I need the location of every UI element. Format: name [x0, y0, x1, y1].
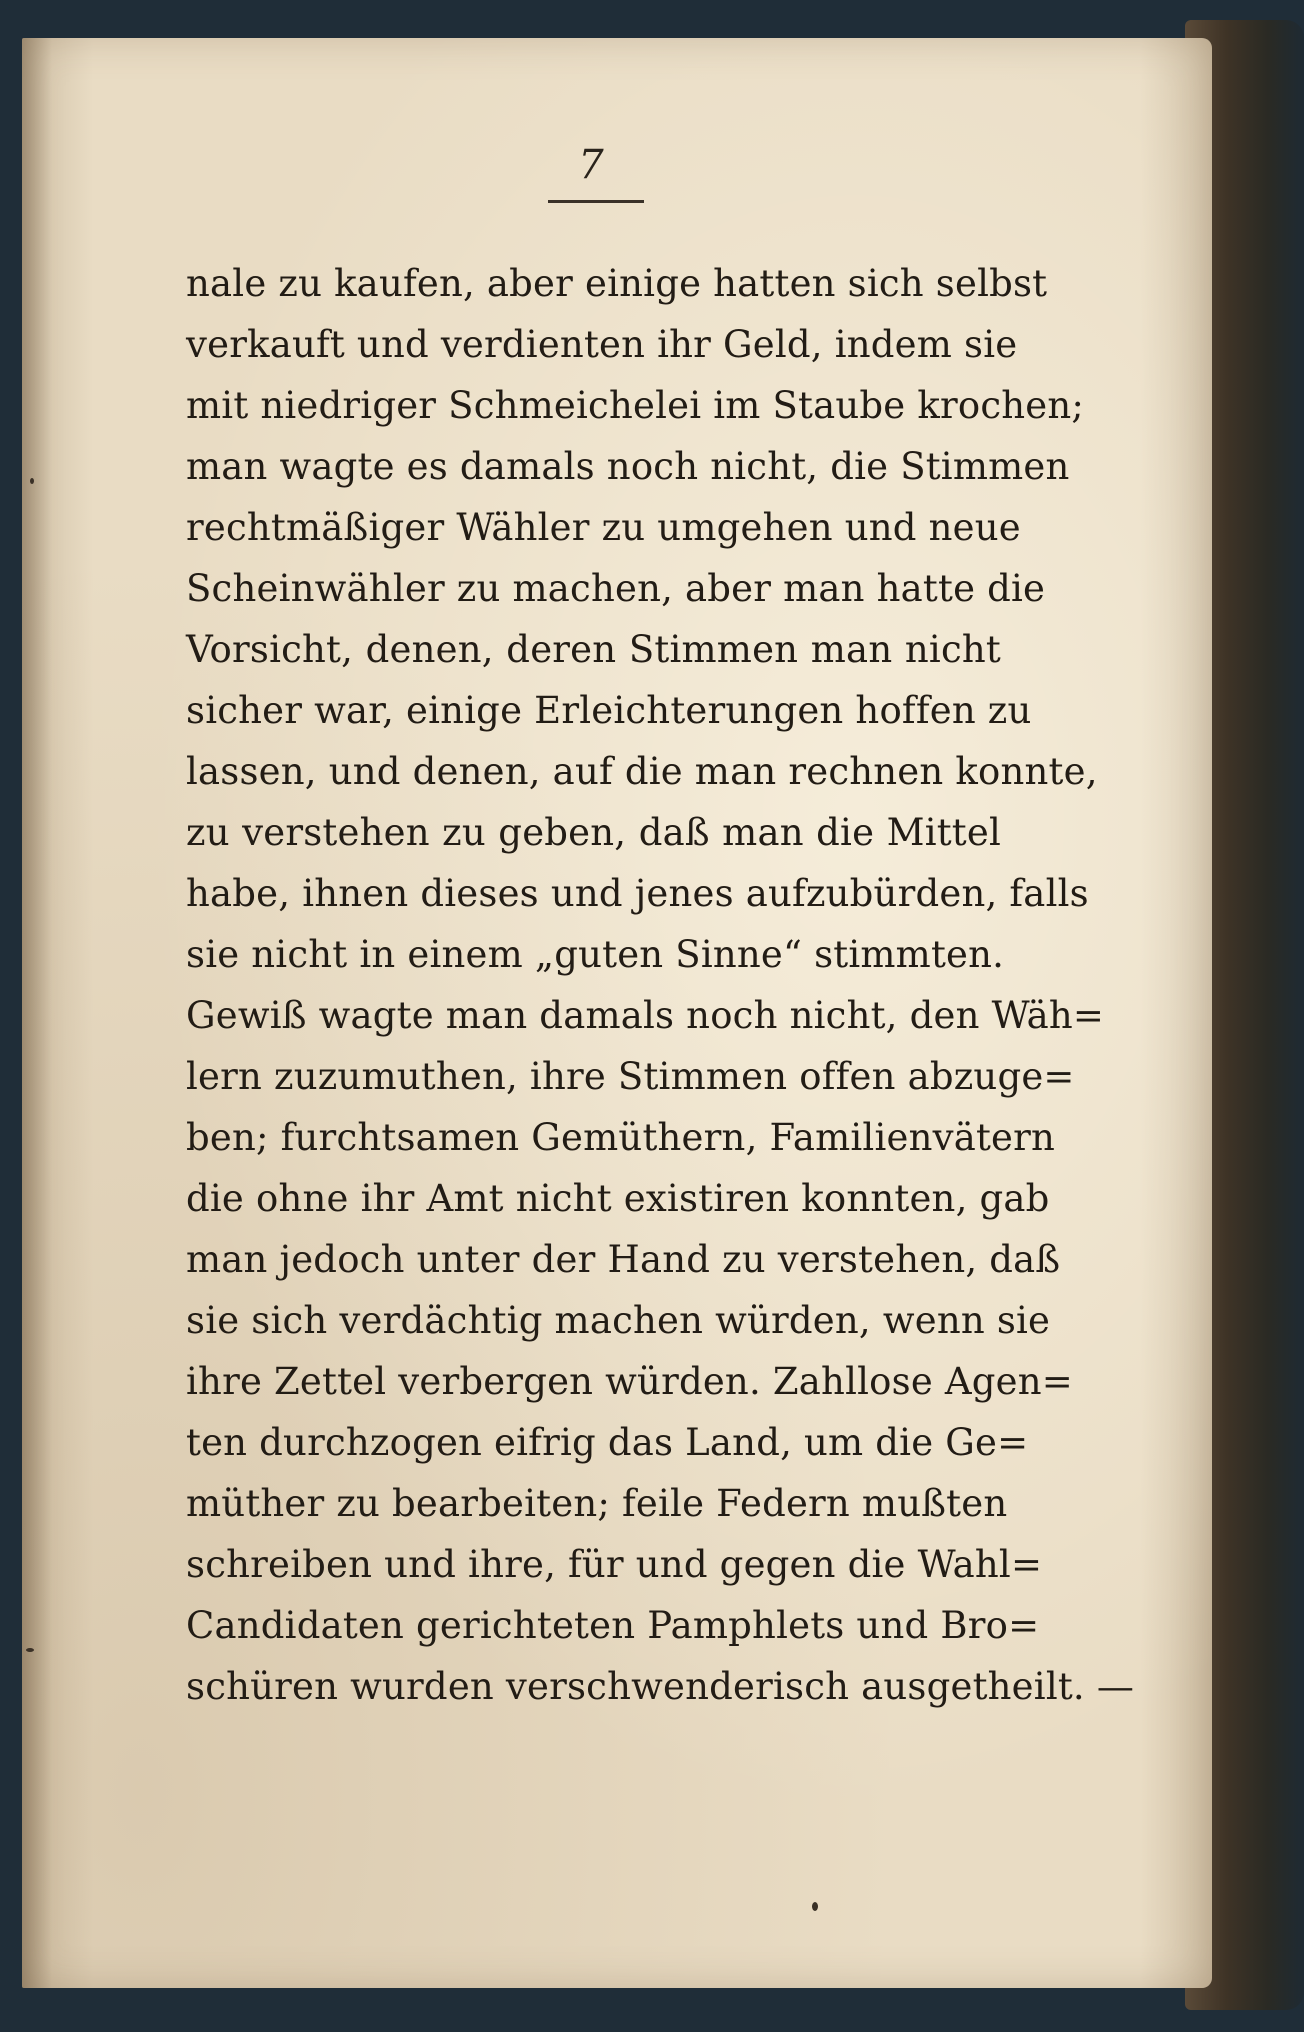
- text-line: schreiben und ihre, für und gegen die Wahl=: [186, 1543, 1043, 1586]
- paper-speck: [26, 1648, 34, 1652]
- text-line: Vorsicht, denen, deren Stimmen man nicht: [186, 628, 1001, 671]
- text-line: Scheinwähler zu machen, aber man hatte die: [186, 567, 1046, 610]
- text-line: man jedoch unter der Hand zu verstehen, daß: [186, 1238, 1061, 1281]
- text-line: Gewiß wagte man damals noch nicht, den Wäh=: [186, 994, 1105, 1037]
- text-line: sicher war, einige Erleichterungen hoffen zu: [186, 689, 1032, 732]
- text-line: rechtmäßiger Wähler zu umgehen und neue: [186, 506, 1021, 549]
- text-line: Candidaten gerichteten Pamphlets und Bro=: [186, 1604, 1040, 1647]
- text-line: ihre Zettel verbergen würden. Zahllose Agen=: [186, 1360, 1074, 1403]
- body-text: [186, 253, 1135, 1717]
- text-line: verkauft und verdienten ihr Geld, indem sie: [186, 323, 1018, 366]
- text-line: man wagte es damals noch nicht, die Stimmen: [186, 445, 1070, 488]
- text-line: ten durchzogen eifrig das Land, um die Ge=: [186, 1421, 1029, 1464]
- paper-speck: [812, 1902, 818, 1911]
- text-line: die ohne ihr Amt nicht existiren konnten, gab: [186, 1177, 1050, 1220]
- text-line: schüren wurden verschwenderisch ausgetheilt. —: [186, 1665, 1135, 1708]
- paper-speck: [30, 478, 34, 484]
- text-line: zu verstehen zu geben, daß man die Mittel: [186, 811, 1001, 854]
- page-number-rule: [548, 200, 644, 203]
- gutter-shadow: [22, 38, 52, 1988]
- text-line: sie sich verdächtig machen würden, wenn sie: [186, 1299, 1051, 1342]
- text-line: müther zu bearbeiten; feile Federn mußten: [186, 1482, 1008, 1525]
- text-line: sie nicht in einem „guten Sinne“ stimmten.: [186, 933, 1005, 976]
- page-number: 7: [578, 142, 604, 188]
- text-line: lern zuzumuthen, ihre Stimmen offen abzuge=: [186, 1055, 1075, 1098]
- text-line: ben; furchtsamen Gemüthern, Familienvätern: [186, 1116, 1056, 1159]
- text-line: nale zu kaufen, aber einige hatten sich selbst: [186, 262, 1048, 305]
- text-line: mit niedriger Schmeichelei im Staube krochen;: [186, 384, 1085, 427]
- text-line: lassen, und denen, auf die man rechnen konnte,: [186, 750, 1098, 793]
- text-line: habe, ihnen dieses und jenes aufzubürden, falls: [186, 872, 1089, 915]
